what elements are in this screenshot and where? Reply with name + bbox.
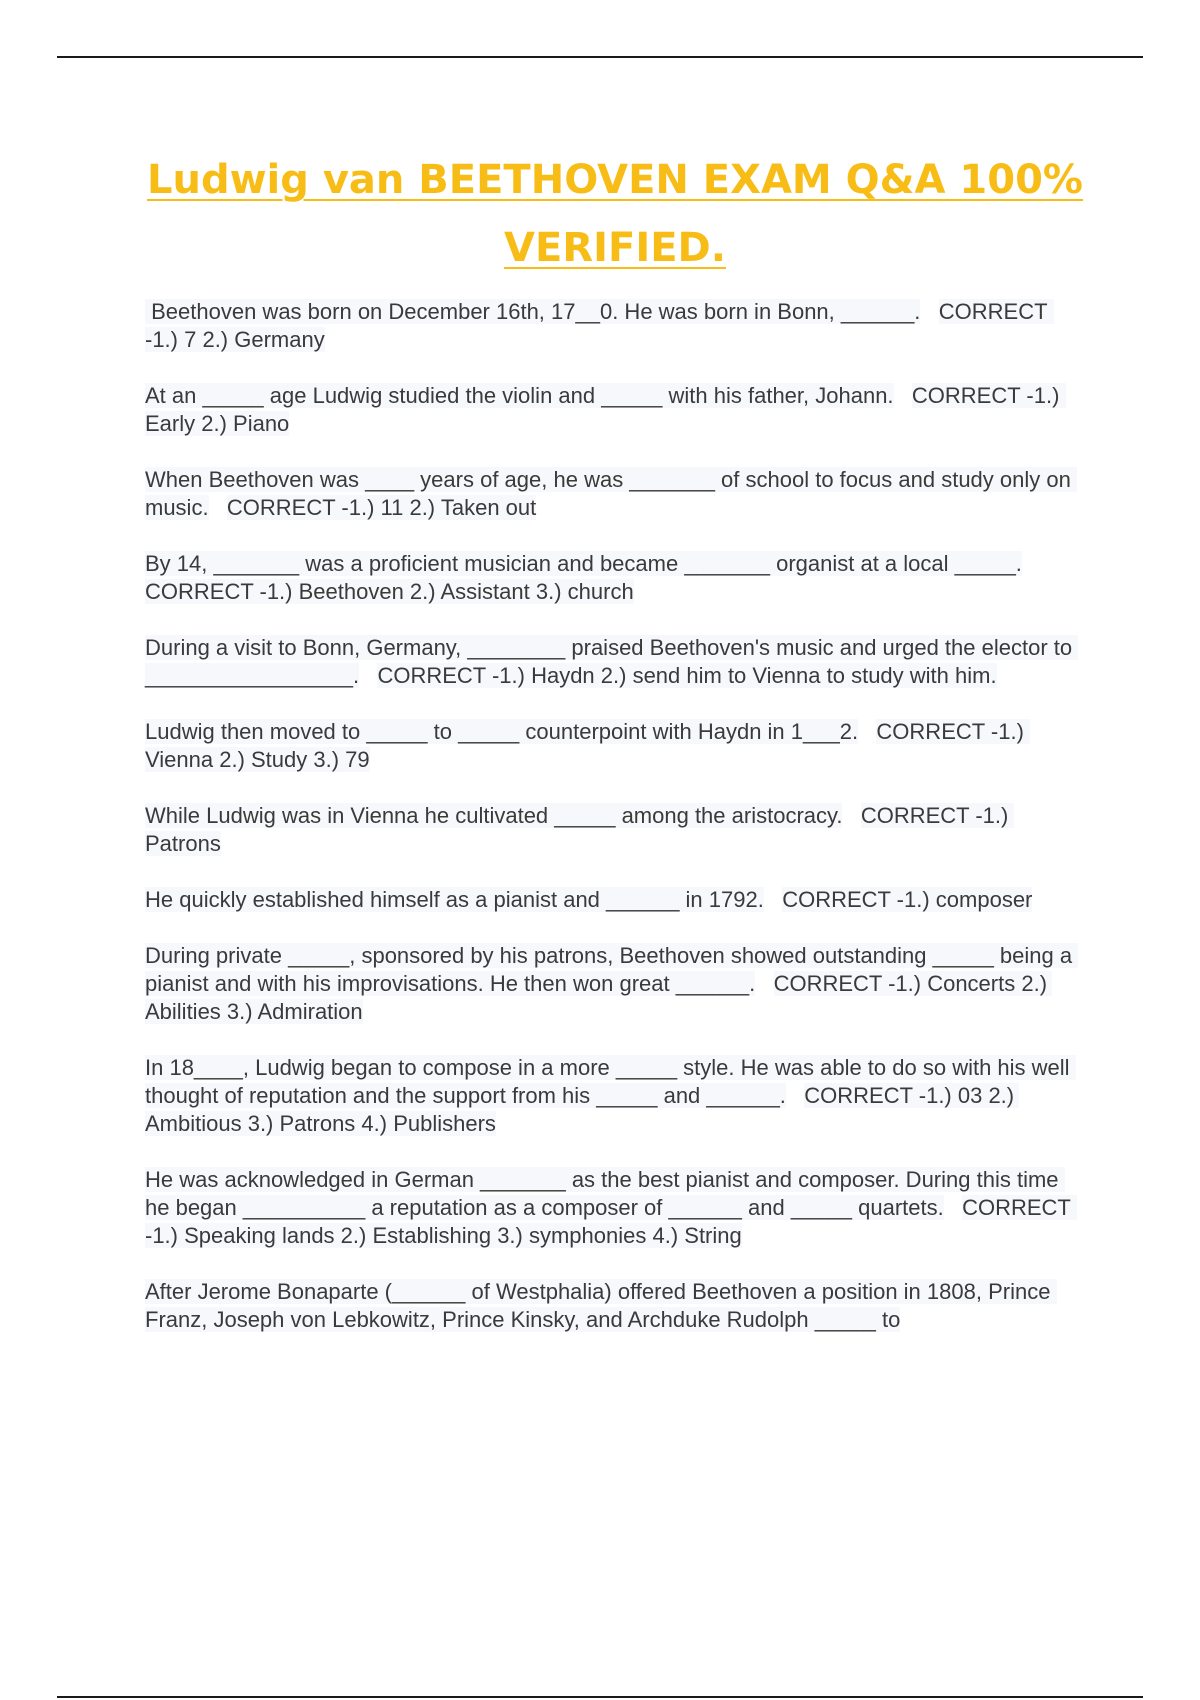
question-text: After Jerome Bonaparte (______ of Westphalia) offered Beethoven a position in 1808, Prince Franz, Joseph von Lebkowitz, Prince Kinsky, and Archduke Rudolph _____ to — [145, 1279, 1057, 1332]
question-text: He quickly established himself as a pianist and ______ in 1792. — [145, 887, 764, 912]
question-text: Beethoven was born on December 16th, 17__0. He was born in Bonn, ______. — [145, 299, 921, 324]
document-title — [120, 146, 1110, 282]
question-text: In 18____, Ludwig began to compose in a more _____ style. He was able to do so with his well thought of reputation and the support from his _____ and ______. — [145, 1055, 1076, 1108]
answer-text: CORRECT -1.) 7 2.) Germany — [145, 299, 1054, 352]
answer-text: CORRECT -1.) Beethoven 2.) Assistant 3.) church — [145, 579, 634, 604]
answer-text: CORRECT -1.) Concerts 2.) Abilities 3.) Admiration — [145, 971, 1052, 1024]
answer-text: CORRECT -1.) composer — [782, 887, 1033, 912]
question-text: He was acknowledged in German _______ as the best pianist and composer. During this time he began __________ a reputation as a composer of ______ and _____ quartets. — [145, 1167, 1065, 1220]
question-text: While Ludwig was in Vienna he cultivated _____ among the aristocracy. — [145, 803, 843, 828]
document-title-text: Ludwig van BEETHOVEN EXAM Q&A 100% VERIFIED. — [147, 157, 1083, 271]
qa-item-10 — [145, 1054, 1085, 1138]
qa-item-9 — [145, 942, 1085, 1026]
qa-item-12 — [145, 1278, 1085, 1334]
answer-text: CORRECT -1.) Early 2.) Piano — [145, 383, 1066, 436]
question-text: When Beethoven was ____ years of age, he was _______ of school to focus and study only on music. — [145, 467, 1077, 520]
qa-item-7 — [145, 802, 1085, 858]
question-text: During a visit to Bonn, Germany, ________ praised Beethoven's music and urged the elector to _________________. — [145, 635, 1079, 688]
answer-text: CORRECT -1.) 11 2.) Taken out — [226, 495, 537, 520]
qa-item-4 — [145, 550, 1085, 606]
question-text: During private _____, sponsored by his patrons, Beethoven showed outstanding _____ being a pianist and with his improvisations. He then won great ______. — [145, 943, 1079, 996]
answer-text: CORRECT -1.) Patrons — [145, 803, 1015, 856]
qa-item-6 — [145, 718, 1085, 774]
qa-item-8 — [145, 886, 1085, 914]
qa-item-1 — [145, 298, 1085, 354]
answer-text: CORRECT -1.) Vienna 2.) Study 3.) 79 — [145, 719, 1031, 772]
question-text: At an _____ age Ludwig studied the violin and _____ with his father, Johann. — [145, 383, 894, 408]
question-text: Ludwig then moved to _____ to _____ counterpoint with Haydn in 1___2. — [145, 719, 859, 744]
qa-item-11 — [145, 1166, 1085, 1250]
qa-list — [145, 298, 1085, 1362]
answer-text: CORRECT -1.) Haydn 2.) send him to Vienna to study with him. — [377, 663, 997, 688]
question-text: By 14, _______ was a proficient musician and became _______ organist at a local _____. — [145, 551, 1022, 576]
answer-text: CORRECT -1.) 03 2.) Ambitious 3.) Patrons 4.) Publishers — [145, 1083, 1020, 1136]
bottom-rule — [57, 1696, 1143, 1698]
qa-item-2 — [145, 382, 1085, 438]
qa-item-3 — [145, 466, 1085, 522]
answer-text: CORRECT -1.) Speaking lands 2.) Establishing 3.) symphonies 4.) String — [145, 1195, 1077, 1248]
qa-item-5 — [145, 634, 1085, 690]
top-rule — [57, 56, 1143, 58]
